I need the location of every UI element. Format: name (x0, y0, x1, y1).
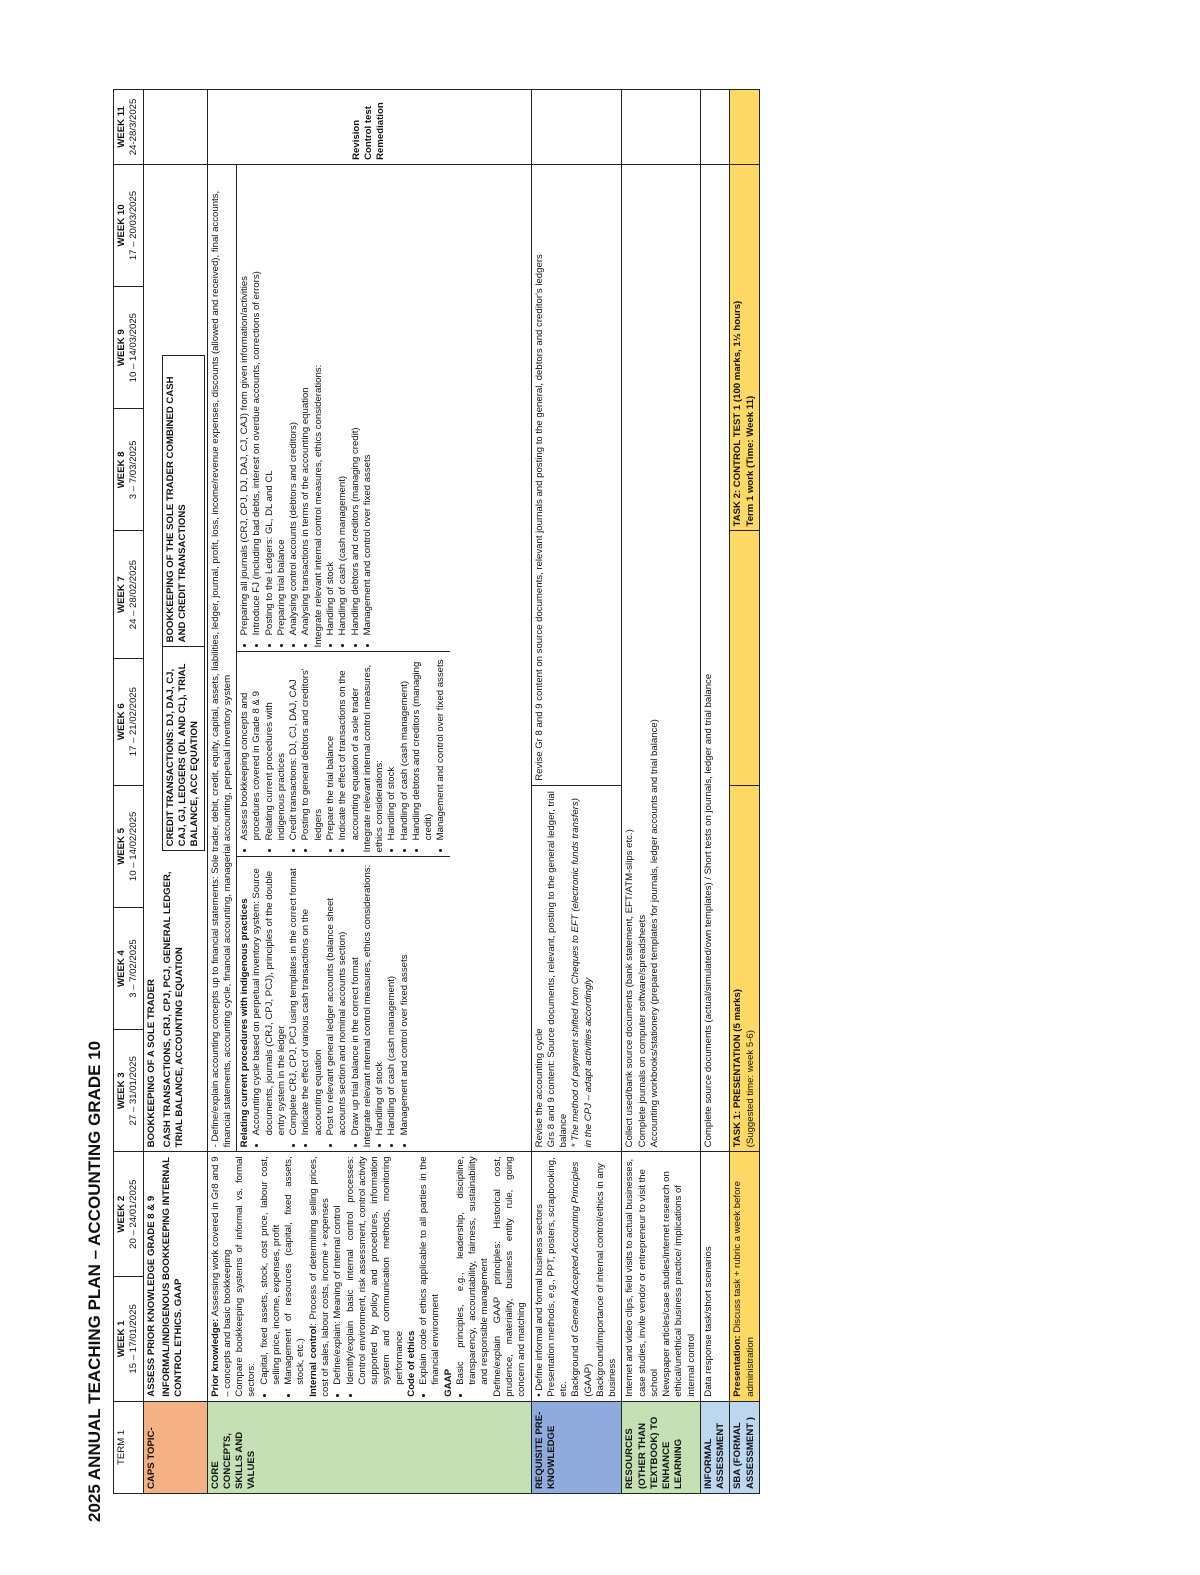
list-item: • Preparing trial balance (276, 169, 288, 635)
caps-topic-week-11 (143, 90, 207, 165)
requisite-week-11 (531, 90, 622, 165)
sba-task-2: TASK 2: CONTROL TEST 1 (100 marks, 1½ hours) Term 1 work (Time: Week 11) (730, 164, 760, 531)
list-item: • Handling of cash (cash management) (337, 169, 349, 635)
list-item: • Handling of cash (cash management) (386, 861, 398, 1135)
requisite-weeks-6-10: Revise Gr 8 and 9 content on source documents, relevant journals and posting to the general, debtors and creditor's ledgers (531, 164, 622, 785)
list-item: • Identify/explain basic internal control processes: Control environment, risk assessment, control activity supported by policy and procedures, information system and communication methods, monitoring performance (345, 1156, 406, 1384)
caps-topic-label: CAPS TOPIC- (143, 1401, 207, 1493)
resources-week-11 (622, 90, 701, 165)
informal-row (700, 90, 730, 1494)
core-intro: - Define/explain accounting concepts up to financial statements: Sole trader, debit, credit, equity, capital, assets, liabilities, ledger, journal, profit, loss, income/revenue expenses, discounts (allowed and received), final accounts, financial statements, accounting cycle, financial accounting, managerial accounting, perpetual inventory system (209, 190, 233, 1148)
list-item: • Credit transactions: DJ, CJ, DAJ, CAJ (288, 656, 300, 840)
sba-weeks-6-7 (730, 531, 760, 785)
caps-subtopic-informal: INFORMAL/INDIGENOUS BOOKKEEPING INTERNAL CONTROL ETHICS. GAAP (160, 1157, 185, 1397)
caps-subtopic-cash: CASH TRANSACTIONS, CRJ, CPJ, PCJ, GENERAL LEDGER, TRIAL BALANCE, ACCOUNTING EQUATION (161, 871, 186, 1148)
list-item: • Draw up trial balance in the correct format (350, 861, 362, 1135)
week-header-10: WEEK 10 17 – 20/03/2025 (114, 164, 144, 286)
revision-label: Revision (350, 119, 362, 160)
caps-subtopic-combined: BOOKKEEPING OF THE SOLE TRADER COMBINED CASH AND CREDIT TRANSACTIONS (162, 355, 205, 646)
list-item: • Analysing control accounts (debtors and creditors) (288, 169, 300, 635)
list-item: • Indicate the effect of transactions on the accounting equation of a sole trader (337, 656, 362, 840)
caps-topic-prior-knowledge: ASSESS PRIOR KNOWLEDGE GRADE 8 & 9 (145, 1195, 157, 1397)
week-header-11: WEEK 11 24-28/3/2025 (114, 90, 144, 165)
week-header-2: WEEK 2 20 – 24/01/2025 (114, 1152, 144, 1277)
list-item: • Handling of cash (cash management) (399, 656, 411, 840)
week-header-6: WEEK 6 17 – 21/02/2025 (114, 658, 144, 785)
week-header-4: WEEK 4 3 – 7/02/2025 (114, 907, 144, 1029)
week-header-8: WEEK 8 3 – 7/03/2025 (114, 409, 144, 531)
teaching-plan-page (85, 47, 1130, 1522)
informal-label: INFORMAL ASSESSMENT (700, 1401, 730, 1493)
list-item: • Introduce FJ (including bad debts, interest on overdue accounts, corrections of errors) (251, 169, 263, 635)
sba-task-1: TASK 1: PRESENTATION (5 marks) (Suggested time: week 5-6) (730, 785, 760, 1152)
list-item: • Indicate the effect of various cash transactions on the accounting equation (300, 861, 325, 1135)
week-header-3: WEEK 3 27 – 31/01/2025 (114, 1030, 144, 1152)
requisite-weeks-1-2: • Define informal and formal business sectors Presentation methods, e.g., PPT, posters, scrapbooking, etc. Background of General Accepted Accounting Principles (GAAP) Background/importance of internal control/ethics in any business (531, 1152, 622, 1401)
list-item: • Preparing all journals (CRJ, CPJ, DJ, DAJ, CJ, CAJ) from given information/activities (239, 169, 251, 635)
remediation-label: Remediation (375, 102, 387, 160)
resources-weeks-1-2: Internet and video clips, field visits to actual businesses, case studies, invite vendor or entrepreneur to visit the school Newspaper articles/case studies/internet research on ethical/unethical business practice/ implications of internal control (622, 1152, 701, 1401)
list-item: • Handling debtors and creditors (managing credit) (350, 169, 362, 635)
page-title: 2025 ANNUAL TEACHING PLAN – ACCOUNTING GRADE 10 (85, 1040, 104, 1522)
list-item: • Posting to the Ledgers: GL, DL and CL (264, 169, 276, 635)
list-item: • Management of resources (capital, fixed assets, stock, etc.) (283, 1156, 308, 1384)
informal-weeks-3-10: Complete source documents (actual/simulated/own templates) / Short tests on journals, ledger and trial balance (700, 164, 730, 1151)
caps-topic-weeks-1-2 (143, 1152, 207, 1401)
control-test-label: Control test (362, 106, 374, 160)
list-item: • Relating current procedures with indigenous practices (264, 656, 289, 840)
sba-weeks-1-2: Presentation: Discuss task + rubric a week before administration (730, 1152, 760, 1401)
list-item: • Handling of stock (325, 169, 337, 635)
core-weeks-1-2: Prior knowledge: Assessing work covered in Gr8 and 9 – concepts and basic bookkeeping Compare bookkeeping systems of informal vs. formal sectors: • Capital, fixed assets, stock, cost price, labour cost, selling price, income, expenses, profit • Management of resources (capital, fixed assets, stock, etc.) Internal control: Process of determining selling prices, cost of sales, labour costs, income + expenses • Define/explain: Meaning of internal control • Identify/explain basic internal control processes: Control environment, risk assessment, control activity supported by policy and procedures, information system and communication methods, monitoring performance Code of ethics • Explain code of ethics applicable to all parties in the financial environment GAAP • Basic principles, e.g., leadership, discipline, transparency, accountability, fairness, sustainability and responsible management Define/explain GAAP principles: Historical cost, prudence, materiality, business entity rule, going concern and matching (207, 1152, 531, 1401)
core-weeks-6-7: • Assess bookkeeping concepts and procedures covered in Grade 8 & 9 • Relating current procedures with indigenous practices • Credit transactions: DJ, CJ, DAJ, CAJ • Posting to general debtors and creditors' ledgers • Prepare the trial balance • Indicate the effect of transactions on the accounting equation of a sole trader Integrate relevant internal control measures, ethics considerations: • Handling of stock • Handling of cash (cash management) • Handling debtors and creditors (managing credit) • Management and control over fixed assets (237, 651, 450, 857)
list-item: • Analysing transactions in terms of the accounting equation (300, 169, 312, 635)
list-item: • Post to relevant general ledger accounts (balance sheet accounts section and nominal accounts section) (325, 861, 350, 1135)
list-item: • Handling debtors and creditors (managing credit) (411, 656, 436, 840)
core-weeks-3-5: Relating current procedures with indigenous practices • Accounting cycle based on perpetual inventory system: Source documents, journals (CRJ, CPJ, PCJ), principles of the double entry system in the ledger • Complete CRJ, CPJ, PCJ using templates in the correct format • Indicate the effect of various cash transactions on the accounting equation • Post to relevant general ledger accounts (balance sheet accounts section and nominal accounts section) • Draw up trial balance in the correct format Integrate relevant internal control measures, ethics considerations: • Handling of stock • Handling of cash (cash management) • Management and control over fixed assets (237, 857, 450, 1151)
week-header-9: WEEK 9 10 – 14/03/2025 (114, 287, 144, 409)
header-row (114, 90, 144, 1494)
teaching-plan-table (113, 89, 760, 1494)
core-weeks-8-10: • Preparing all journals (CRJ, CPJ, DJ, DAJ, CJ, CAJ) from given information/activities • Introduce FJ (including bad debts, interest on overdue accounts, corrections of errors) • Posting to the Ledgers: GL, DL and CL • Preparing trial balance • Analysing control accounts (debtors and creditors) • Analysing transactions in terms of the accounting equation Integrate relevant internal control measures, ethics considerations: • Handling of stock • Handling of cash (cash management) • Handling debtors and creditors (managing credit) • Management and control over fixed assets (237, 165, 450, 651)
week-header-7: WEEK 7 24 – 28/02/2025 (114, 531, 144, 658)
sba-row (730, 90, 760, 1494)
caps-topic-weeks-3-10 (143, 164, 207, 1151)
list-item: • Posting to general debtors and creditors' ledgers (300, 656, 325, 840)
caps-subtopic-credit: CREDIT TRANSACTIONS: DJ, DAJ, CJ, CAJ, GJ, LEDGERS (DL AND CL), TRIAL BALANCE, ACC EQUATION (162, 646, 205, 851)
week-header-5: WEEK 5 10 – 14/02/2025 (114, 785, 144, 907)
list-item: • Management and control over fixed assets (435, 656, 447, 840)
resources-weeks-3-10: Collect used/bank source documents (bank statement, EFT/ATM-slips etc.) Complete journals on computer software/spreadsheets Accounting workbooks/stationery (prepared templates for journals, ledger accounts and trial balance) (622, 164, 701, 1151)
sba-week-11 (730, 90, 760, 165)
caps-topic-row (143, 90, 207, 1494)
list-item: • Define/explain: Meaning of internal control (332, 1156, 344, 1384)
requisite-weeks-3-5: Revise the accounting cycle Grs 8 and 9 content: Source documents, relevant, posting to the general ledger, trial balance * The method of payment shifted from Cheques to EFT (electronic funds transfers) in the CPJ – adapt activities accordingly (531, 785, 622, 1152)
list-item: • Complete CRJ, CPJ, PCJ using templates in the correct format (288, 861, 300, 1135)
resources-row (622, 90, 701, 1494)
list-item: • Accounting cycle based on perpetual inventory system: Source documents, journals (CRJ, CPJ, PCJ), principles of the double entry system in the ledger (251, 861, 288, 1135)
core-week-11 (207, 90, 531, 165)
list-item: • Handling of stock (386, 656, 398, 840)
core-concepts-label: CORE CONCEPTS, SKILLS AND VALUES (207, 1401, 531, 1493)
informal-week-11 (700, 90, 730, 165)
term-label: TERM 1 (114, 1401, 144, 1493)
list-item: • Assess bookkeeping concepts and procedures covered in Grade 8 & 9 (239, 656, 264, 840)
core-concepts-row (207, 90, 531, 1494)
requisite-row (531, 90, 622, 1494)
list-item: • Management and control over fixed assets (362, 169, 374, 635)
list-item: • Management and control over fixed assets (399, 861, 411, 1135)
core-weeks-3-10 (207, 164, 531, 1151)
resources-label: RESOURCES (OTHER THAN TEXTBOOK) TO ENHANCE LEARNING (622, 1401, 701, 1493)
list-item: • Explain code of ethics applicable to all parties in the financial environment (418, 1156, 443, 1384)
list-item: • Prepare the trial balance (325, 656, 337, 840)
week-header-1: WEEK 1 15 – 17/01/2025 (114, 1277, 144, 1402)
informal-weeks-1-2: Data response task/short scenarios (700, 1152, 730, 1401)
sba-label: SBA (FORMAL ASSESSMENT ) (730, 1401, 760, 1493)
list-item: • Handling of stock (374, 861, 386, 1135)
list-item: • Capital, fixed assets, stock, cost price, labour cost, selling price, income, expenses, profit (259, 1156, 284, 1384)
requisite-label: REQUISITE PRE-KNOWLEDGE (531, 1401, 622, 1493)
caps-topic-sole-trader: BOOKKEEPING OF A SOLE TRADER (145, 979, 157, 1148)
list-item: • Basic principles, e.g., leadership, discipline, transparency, accountability, fairness, sustainability and responsible management (455, 1156, 492, 1384)
